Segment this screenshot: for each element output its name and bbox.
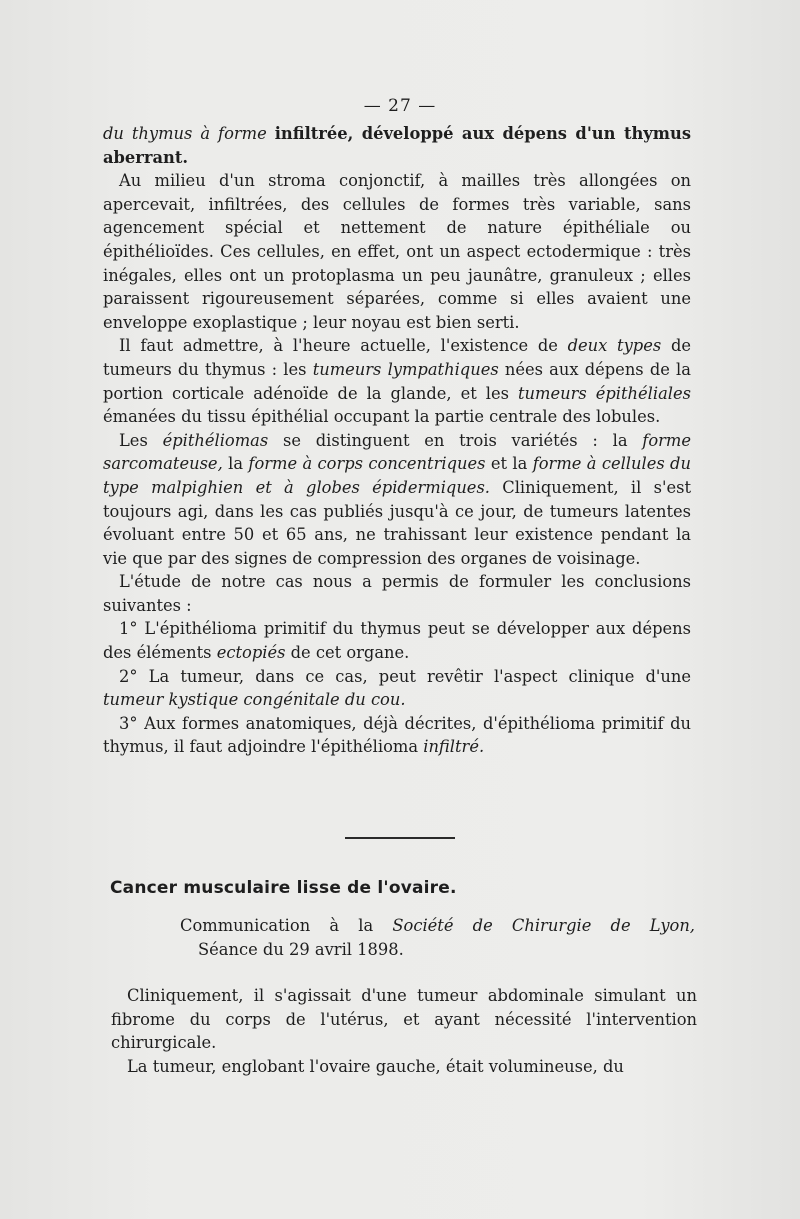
session-date: Séance du 29 avril 1898.	[198, 940, 404, 959]
paragraph-continuation	[103, 122, 691, 169]
paragraph-conclusions-intro: L'étude de notre cas nous a permis de formuler les conclusions suivantes :	[103, 572, 691, 615]
bold-run: infiltrée, développé aux dépens d'un thymus aberrant.	[103, 124, 691, 167]
italic-run: du thymus à forme	[103, 124, 267, 143]
paragraph-epitheliomas: Les épithéliomas se distinguent en trois variétés : la forme sarcomateuse, la forme à corps concentriques et la forme à cellules du type malpighien et à globes épidermiques. Cliniquement, il s'est toujours agi, dans les cas publiés jusqu'à ce jour, de tumeurs latentes évoluant entre 50 et 65 ans, ne trahissant leur existence pendant la vie que par des signes de compression des organes de voisinage.	[103, 430, 691, 568]
conclusion-item-1: 1° L'épithélioma primitif du thymus peut se développer aux dépens des éléments ectopiés de cet organe.	[103, 619, 691, 663]
communication-reference	[180, 914, 695, 962]
section-divider	[345, 837, 455, 839]
paragraph-stroma: Au milieu d'un stroma conjonctif, à mailles très allongées on apercevait, infiltrées, des cellules de formes très variable, sans agencement spécial et nettement de nature épithéliale ou épithélioïdes. Ces cellules, en effet, ont un aspect ectodermique : très inégales, elles ont un protoplasma un peu jaunâtre, granuleux ; elles paraissent rigoureusement séparées, comme si elles avaient une enveloppe exoplastique ; leur noyau est bien serti.	[103, 171, 691, 332]
conclusion-item-2: 2° La tumeur, dans ce cas, peut revêtir l'aspect clinique d'une tumeur kystique congénitale du cou.	[103, 666, 691, 710]
text-block-ovary	[111, 984, 697, 1078]
text-block-thymus	[103, 122, 691, 759]
communication-line: Communication à la Société de Chirurgie de Lyon,	[180, 916, 695, 935]
paragraph-tumor-types: Il faut admettre, à l'heure actuelle, l'existence de deux types de tumeurs du thymus : les tumeurs lympathiques nées aux dépens de la portion corticale adénoïde de la glande, et les tumeurs épithéliales émanées du tissu épithélial occupant la partie centrale des lobules.	[103, 336, 691, 427]
paragraph-tumor-description: La tumeur, englobant l'ovaire gauche, était volumineuse, du	[127, 1056, 624, 1076]
paragraph-clinical: Cliniquement, il s'agissait d'une tumeur abdominale simulant un fibrome du corps de l'utérus, et ayant nécessité l'intervention chirurgicale.	[111, 986, 697, 1053]
page-number: — 27 —	[363, 96, 437, 116]
section-title: Cancer musculaire lisse de l'ovaire.	[110, 878, 457, 898]
conclusion-item-3: 3° Aux formes anatomiques, déjà décrites, d'épithélioma primitif du thymus, il faut adjoindre l'épithélioma infiltré.	[103, 713, 691, 757]
